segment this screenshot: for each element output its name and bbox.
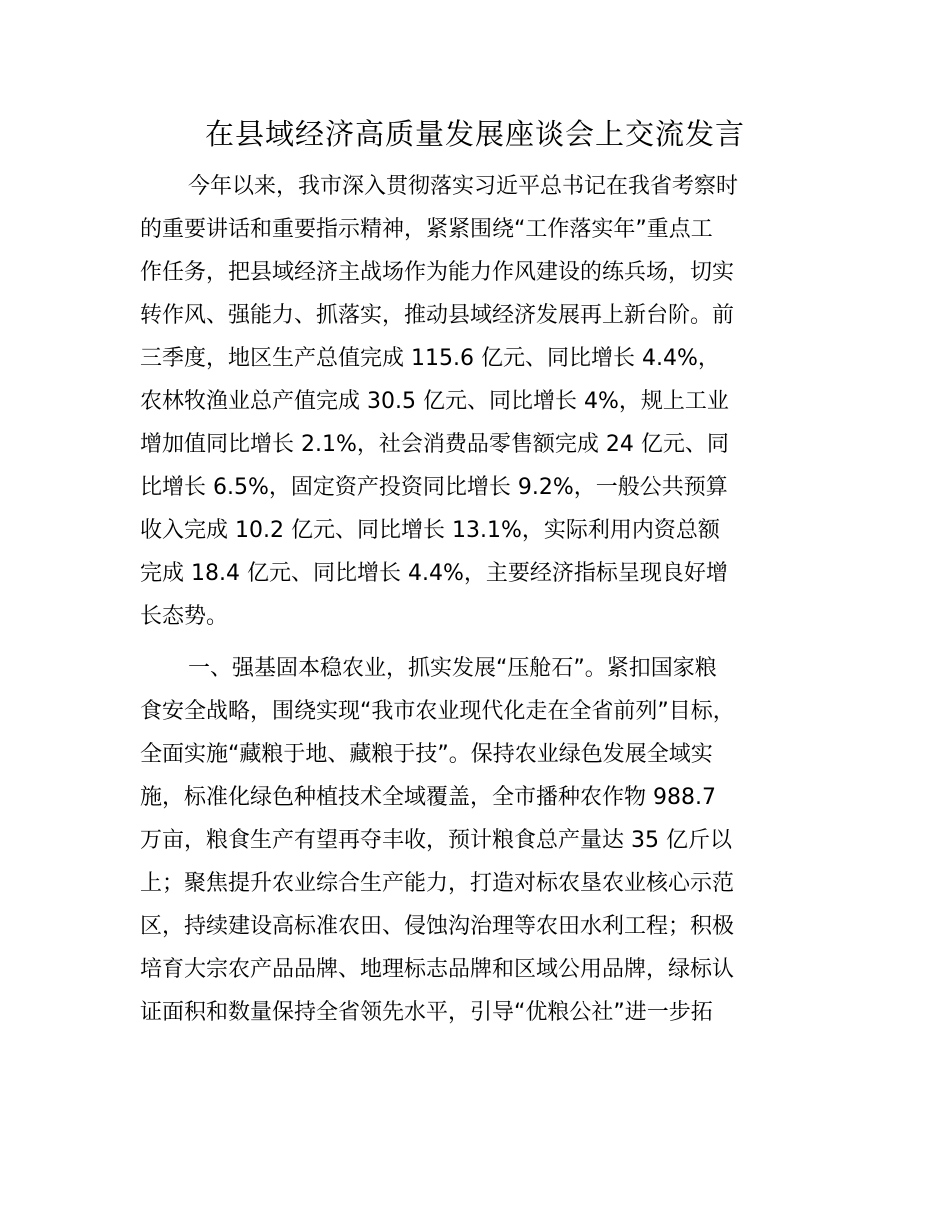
paragraph-2-line-2: 食安全战略，围绕实现“我市农业现代化走在全省前列”目标， [140,699,735,724]
paragraph-1-line-10: 完成 18.4 亿元、同比增长 4.4%，主要经济指标呈现良好增 [140,561,728,586]
paragraph-1-line-8: 比增长 6.5%，固定资产投资同比增长 9.2%，一般公共预算 [140,475,728,500]
paragraph-1-line-4: 转作风、强能力、抓落实，推动县域经济发展再上新台阶。前 [140,303,735,328]
paragraph-2-line-7: 区，持续建设高标准农田、侵蚀沟治理等农田水利工程；积极 [140,914,735,939]
paragraph-1-line-5: 三季度，地区生产总值完成 115.6 亿元、同比增长 4.4%， [140,346,720,371]
paragraph-1-line-1: 今年以来，我市深入贯彻落实习近平总书记在我省考察时 [188,174,739,199]
paragraph-2-line-6: 上；聚焦提升农业综合生产能力，打造对标农垦农业核心示范 [140,871,735,896]
paragraph-1-line-3: 作任务，把县域经济主战场作为能力作风建设的练兵场，切实 [140,260,735,285]
paragraph-2-line-9: 证面积和数量保持全省领先水平，引导“优粮公社”进一步拓 [140,1000,713,1025]
paragraph-2-line-8: 培育大宗农产品品牌、地理标志品牌和区域公用品牌，绿标认 [140,957,735,982]
paragraph-2-line-5: 万亩，粮食生产有望再夺丰收，预计粮食总产量达 35 亿斤以 [140,828,732,853]
paragraph-1-line-9: 收入完成 10.2 亿元、同比增长 13.1%，实际利用内资总额 [140,518,720,543]
paragraph-1-line-7: 增加值同比增长 2.1%，社会消费品零售额完成 24 亿元、同 [140,432,729,457]
paragraph-1-line-2: 的重要讲话和重要指示精神，紧紧围绕“工作落实年”重点工 [140,217,713,242]
paragraph-2-line-4: 施，标准化绿色种植技术全域覆盖，全市播种农作物 988.7 [140,785,716,810]
paragraph-1-line-6: 农林牧渔业总产值完成 30.5 亿元、同比增长 4%，规上工业 [140,389,729,414]
document-title: 在县域经济高质量发展座谈会上交流发言 [204,117,745,151]
paragraph-2-line-1: 一、强基固本稳农业，抓实发展“压舱石”。紧扣国家粮 [188,656,717,681]
paragraph-2-line-3: 全面实施“藏粮于地、藏粮于技”。保持农业绿色发展全域实 [140,742,713,767]
paragraph-1-line-11: 长态势。 [140,604,229,629]
